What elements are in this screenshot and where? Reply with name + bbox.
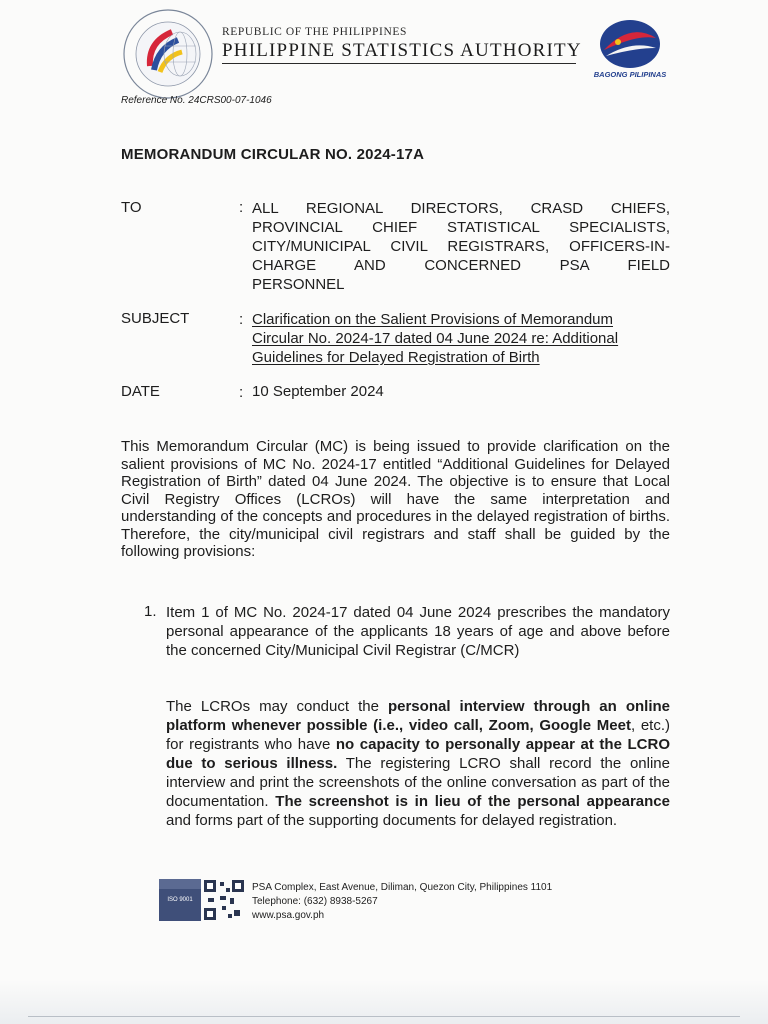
subject-colon: :: [239, 311, 244, 328]
p2-text-e: The registering LCRO shall record the online interview and print the screenshots of the online conversation as part of the documentation.: [166, 755, 670, 810]
item-1-number: 1.: [144, 603, 157, 620]
footer-telephone: Telephone: (632) 8938-5267: [252, 896, 378, 907]
p2-bold-no-capacity: no capacity to personally appear at the LCRO due to serious illness.: [166, 736, 670, 772]
memo-title: MEMORANDUM CIRCULAR NO. 2024-17A: [121, 146, 425, 163]
subject-line-3: Guidelines for Delayed Registration of Birth: [252, 349, 540, 366]
to-line-3: CITY/MUNICIPAL CIVIL REGISTRARS, OFFICERS-IN-: [252, 238, 670, 255]
subject-label: SUBJECT: [121, 310, 190, 327]
scan-smudge: [0, 980, 768, 1024]
date-value: 10 September 2024: [252, 383, 384, 400]
p2-text-g: and forms part of the supporting documents for delayed registration.: [166, 812, 618, 829]
p2-text-c: , etc.) for registrants who have: [166, 717, 671, 753]
iso-label: ISO 9001: [167, 897, 193, 903]
psa-seal-logo: [120, 6, 216, 102]
bagong-pilipinas-logo: [594, 18, 666, 70]
bagong-pilipinas-label: BAGONG PILIPINAS: [593, 70, 667, 79]
to-colon: :: [239, 199, 244, 216]
qr-code-icon: [204, 880, 244, 920]
subject-line-1: Clarification on the Salient Provisions of Memorandum: [252, 311, 614, 328]
reference-number: Reference No. 24CRS00-07-1046: [121, 95, 272, 106]
to-line-2: PROVINCIAL CHIEF STATISTICAL SPECIALISTS,: [252, 219, 670, 236]
subject-line-2: Circular No. 2024-17 dated 04 June 2024 re: Additional: [252, 330, 619, 347]
to-line-5: PERSONNEL: [252, 276, 345, 293]
footer-rule: [28, 1016, 740, 1017]
to-line-1: ALL REGIONAL DIRECTORS, CRASD CHIEFS,: [252, 200, 670, 217]
p2-bold-screenshot: The screenshot is in lieu of the personal appearance: [275, 793, 670, 810]
agency-name: PHILIPPINE STATISTICS AUTHORITY: [222, 40, 582, 61]
footer-website[interactable]: www.psa.gov.ph: [252, 910, 325, 921]
iso-certification-badge: [159, 879, 201, 921]
p2-text-a: The LCROs may conduct the: [166, 698, 388, 715]
to-line-4: CHARGE AND CONCERNED PSA FIELD: [252, 257, 670, 274]
intro-paragraph: This Memorandum Circular (MC) is being issued to provide clarification on the salient provisions of MC No. 2024-17 entitled “Additional Guidelines for Delayed Registration of Birth” dated 04 June 2024. The objective is to ensure that Local Civil Registry Offices (LCROs) will have the same interpretation and understanding of the concepts and procedures in the delayed registration of births. Therefore, the city/municipal civil registrars and staff shall be guided by the following provisions:: [121, 438, 670, 560]
p2-bold-online-interview: personal interview through an online platform whenever possible (i.e., video call, Zoom, Google Meet: [166, 698, 670, 734]
header-rule: [222, 63, 576, 64]
item-1-text: Item 1 of MC No. 2024-17 dated 04 June 2024 prescribes the mandatory personal appearance of the applicants 18 years of age and above before the concerned City/Municipal Civil Registrar (C/MCR): [166, 604, 670, 659]
republic-heading: REPUBLIC OF THE PHILIPPINES: [222, 26, 407, 38]
date-colon: :: [239, 384, 244, 401]
to-label: TO: [121, 199, 142, 216]
footer-address: PSA Complex, East Avenue, Diliman, Quezon City, Philippines 1101: [252, 882, 553, 893]
item-1-paragraph-2: [166, 697, 670, 830]
date-label: DATE: [121, 383, 160, 400]
